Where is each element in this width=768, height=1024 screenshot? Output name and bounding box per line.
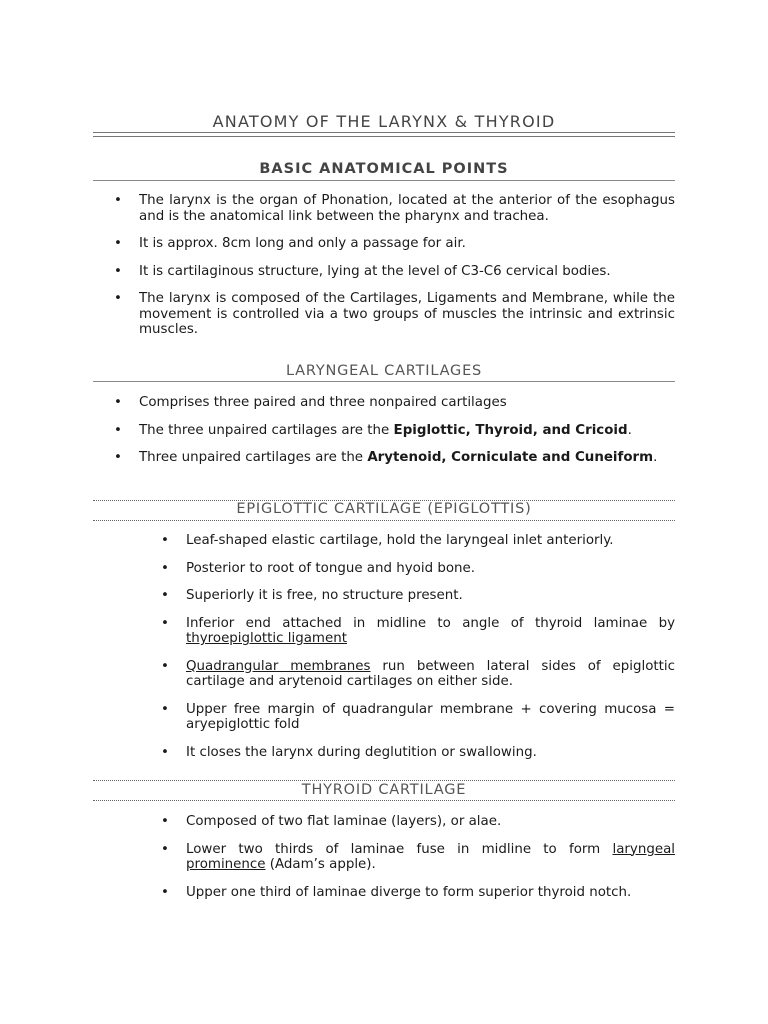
bullet: • — [161, 814, 169, 829]
document-title: ANATOMY OF THE LARYNX & THYROID — [212, 112, 556, 131]
list-item: • The larynx is composed of the Cartilages, Ligaments and Membrane, while the movement is controlled via a two groups of muscles the intrinsic and extrinsic muscles. — [114, 291, 675, 337]
section-dotted-rule-top — [93, 780, 675, 781]
bullet: • — [114, 422, 122, 438]
section-dotted-rule-bottom — [93, 520, 675, 521]
bullet: • — [114, 263, 122, 279]
list-item: • Three unpaired cartilages are the Arytenoid, Corniculate and Cuneiform. — [114, 450, 658, 465]
section-heading-thyroid: THYROID CARTILAGE — [301, 782, 467, 798]
bullet: • — [161, 841, 169, 857]
bullet: • — [161, 533, 169, 548]
list-item: • Lower two thirds of laminae fuse in midline to form laryngeal prominence (Adam’s apple). — [161, 841, 675, 872]
thyroid-list — [161, 814, 675, 912]
bullet: • — [161, 884, 169, 900]
list-item: • Leaf-shaped elastic cartilage, hold the laryngeal inlet anteriorly. — [161, 533, 614, 548]
list-item: • Upper one third of laminae diverge to form superior thyroid notch. — [161, 884, 632, 900]
list-item: • Inferior end attached in midline to angle of thyroid laminae by thyroepiglottic ligament — [161, 615, 675, 646]
list-item: • The larynx is the organ of Phonation, located at the anterior of the esophagus and is the anatomical link between the pharynx and trachea. — [114, 193, 675, 224]
epiglottic-list — [161, 533, 675, 772]
section-heading-basic: BASIC ANATOMICAL POINTS — [259, 161, 509, 177]
list-item: • It is cartilaginous structure, lying at the level of C3-C6 cervical bodies. — [114, 263, 611, 279]
list-item: • Superiorly it is free, no structure present. — [161, 588, 463, 603]
bullet: • — [161, 701, 169, 717]
bullet: • — [161, 588, 169, 603]
section-dotted-rule-bottom — [93, 800, 675, 801]
title-double-rule — [93, 132, 675, 137]
bullet: • — [161, 658, 169, 674]
cartilages-list — [114, 395, 675, 478]
bullet: • — [114, 450, 122, 465]
list-item: • It is approx. 8cm long and only a passage for air. — [114, 236, 466, 251]
section-rule-basic — [93, 180, 675, 181]
list-item: • Upper free margin of quadrangular membrane + covering mucosa = aryepiglottic fold — [161, 701, 675, 732]
section-rule-cartilages — [93, 381, 675, 382]
bullet: • — [161, 615, 169, 631]
bullet: • — [114, 395, 122, 410]
bullet: • — [161, 744, 169, 760]
list-item: • Comprises three paired and three nonpaired cartilages — [114, 395, 507, 410]
list-item: • Posterior to root of tongue and hyoid bone. — [161, 560, 476, 576]
list-item: • Composed of two flat laminae (layers), or alae. — [161, 814, 502, 829]
bullet: • — [114, 291, 122, 306]
list-item: • It closes the larynx during deglutition or swallowing. — [161, 744, 537, 760]
bullet: • — [161, 560, 169, 576]
bullet: • — [114, 236, 122, 251]
list-item: • Quadrangular membranes run between lateral sides of epiglottic cartilage and arytenoid cartilages on either side. — [161, 658, 675, 689]
basic-points-list — [114, 193, 675, 350]
bullet: • — [114, 193, 122, 208]
list-item: • The three unpaired cartilages are the Epiglottic, Thyroid, and Cricoid. — [114, 422, 632, 438]
section-heading-epiglottic: EPIGLOTTIC CARTILAGE (EPIGLOTTIS) — [236, 501, 532, 517]
section-heading-cartilages: LARYNGEAL CARTILAGES — [285, 363, 483, 379]
